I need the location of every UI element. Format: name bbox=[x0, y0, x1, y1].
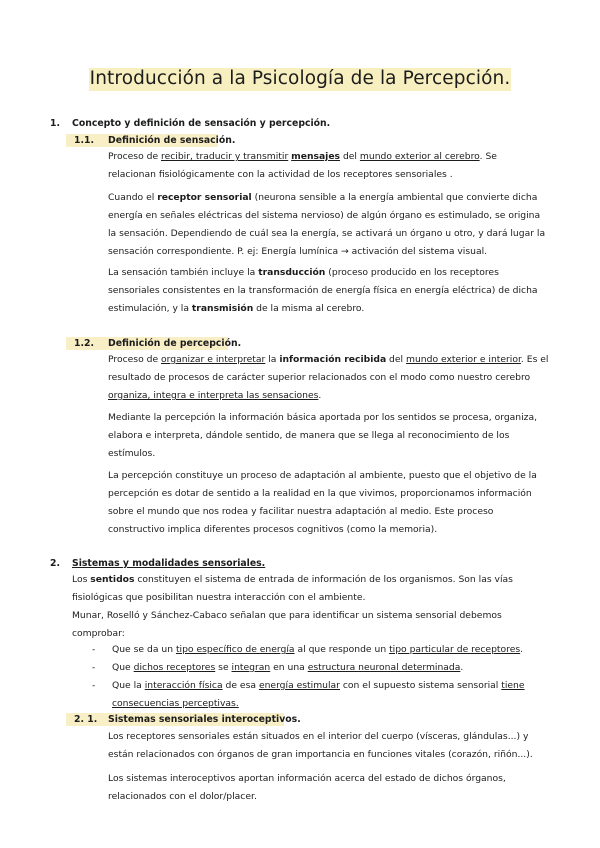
paragraph bbox=[108, 770, 506, 806]
text-span: al que responde un bbox=[294, 644, 390, 655]
text-span: información recibida bbox=[279, 354, 387, 365]
text-span: Que la bbox=[112, 680, 145, 691]
text-span: de la misma al cerebro. bbox=[253, 303, 365, 314]
paragraph bbox=[108, 264, 538, 318]
text-span: del bbox=[386, 354, 407, 365]
text-span: sobre el mundo que nos rodea y facilitar nuestra adaptación al medio. Este proceso bbox=[108, 506, 494, 517]
subsection-1-2-heading bbox=[66, 337, 242, 350]
list-item bbox=[92, 659, 463, 677]
subsection-2-1-heading bbox=[66, 713, 301, 726]
text-span: . bbox=[520, 644, 524, 655]
text-span: la sensación. Dependiendo de cuál sea la energía, se activará un órgano u otro, y dará lugar la bbox=[108, 228, 546, 239]
text-span: energía en señales eléctricas del sistema nervioso) de algún órgano es estimulado, se origina bbox=[108, 210, 541, 221]
text-span: organizar e interpretar bbox=[161, 354, 266, 365]
text-span: dichos receptores bbox=[133, 662, 216, 673]
text-span: energía estimular bbox=[258, 680, 340, 691]
text-span: fisiológicas que posibilitan nuestra interacción con el ambiente. bbox=[72, 592, 366, 603]
text-span: transducción bbox=[258, 267, 326, 278]
text-span: La percepción constituye un proceso de adaptación al ambiente, puesto que el objetivo de la bbox=[108, 470, 537, 481]
text-span: La sensación también incluye la bbox=[108, 267, 259, 278]
text-span: - bbox=[92, 680, 96, 691]
paragraph bbox=[108, 728, 533, 764]
text-span: Que se da un bbox=[112, 644, 176, 655]
text-span: Introducción a la Psicología de la Percepción. bbox=[89, 68, 511, 89]
text-span: . Es el bbox=[520, 354, 549, 365]
text-span: . Se bbox=[479, 151, 497, 162]
text-span: relacionan fisiológicamente con la actividad de los receptores sensoriales . bbox=[108, 169, 453, 180]
section-2-heading bbox=[50, 557, 265, 570]
text-span: mensajes bbox=[291, 151, 341, 162]
text-span: mundo exterior e interior bbox=[406, 354, 521, 365]
text-span: 1. bbox=[50, 118, 61, 129]
text-span: Los bbox=[72, 574, 91, 585]
paragraph bbox=[108, 409, 537, 463]
text-span: 2. bbox=[50, 558, 61, 569]
text-span: constructivo implica diferentes procesos cognitivos (como la memoria). bbox=[108, 524, 438, 535]
text-span: Los receptores sensoriales están situados en el interior del cuerpo (vísceras, glándulas...) y bbox=[108, 731, 529, 742]
text-span: en una bbox=[270, 662, 308, 673]
text-span: tipo específico de energía bbox=[175, 644, 295, 655]
text-span: resultado de procesos de carácter superior relacionados con el modo como nuestro cerebro bbox=[108, 372, 531, 383]
text-span: estructura neuronal determinada bbox=[307, 662, 461, 673]
text-span: estimulación, y la bbox=[108, 303, 192, 314]
text-span: estímulos. bbox=[108, 448, 156, 459]
paragraph bbox=[108, 351, 548, 405]
text-span: . bbox=[460, 662, 464, 673]
text-span: se bbox=[215, 662, 232, 673]
text-span: con el supuesto sistema sensorial bbox=[339, 680, 502, 691]
text-span: 1.2. bbox=[74, 338, 95, 349]
section-1-heading bbox=[50, 117, 330, 130]
document-title bbox=[0, 66, 600, 92]
text-span: 2. 1. bbox=[74, 714, 98, 725]
text-span: Que bbox=[112, 662, 134, 673]
text-span: Proceso de bbox=[108, 151, 162, 162]
text-span: Cuando el bbox=[108, 192, 158, 203]
text-span: están relacionados con órganos de gran importancia en funciones vitales (corazón, riñón...). bbox=[108, 749, 533, 760]
text-span: Sistemas sensoriales interoceptivos. bbox=[108, 714, 301, 725]
text-span: la bbox=[265, 354, 280, 365]
text-span: integran bbox=[231, 662, 271, 673]
text-span: del bbox=[340, 151, 360, 162]
text-span: Definición de sensación. bbox=[108, 135, 236, 146]
text-span: consecuencias perceptivas. bbox=[112, 698, 239, 709]
text-span: elabora e interpreta, dándole sentido, de manera que se llega al reconocimiento de los bbox=[108, 430, 510, 441]
text-span: Sistemas y modalidades sensoriales. bbox=[72, 558, 266, 569]
text-span: de esa bbox=[222, 680, 259, 691]
text-span: mundo exterior al cerebro bbox=[359, 151, 480, 162]
text-span: comprobar: bbox=[72, 628, 125, 639]
text-span: - bbox=[92, 662, 96, 673]
paragraph bbox=[72, 571, 513, 643]
text-span: sentidos bbox=[90, 574, 135, 585]
text-span: tipo particular de receptores bbox=[389, 644, 521, 655]
text-span: recibir, traducir y transmitir bbox=[161, 151, 289, 162]
text-span: 1.1. bbox=[74, 135, 95, 146]
subsection-1-1-heading bbox=[66, 134, 236, 147]
list-item bbox=[92, 641, 523, 659]
text-span: Mediante la percepción la información básica aportada por los sentidos se procesa, organiza, bbox=[108, 412, 538, 423]
text-span: organiza, integra e interpreta las sensaciones bbox=[108, 390, 319, 401]
text-span: (proceso producido en los receptores bbox=[325, 267, 499, 278]
text-span: Proceso de bbox=[108, 354, 162, 365]
text-span: tiene bbox=[501, 680, 525, 691]
text-span: percepción es dotar de sentido a la realidad en la que vivimos, proporcionamos información bbox=[108, 488, 532, 499]
text-span: Munar, Roselló y Sánchez-Cabaco señalan que para identificar un sistema sensorial debemos bbox=[72, 610, 502, 621]
text-span: Concepto y definición de sensación y percepción. bbox=[72, 118, 331, 129]
text-span: Definición de percepción. bbox=[108, 338, 242, 349]
text-span: relacionados con el dolor/placer. bbox=[108, 791, 257, 802]
text-span: receptor sensorial bbox=[157, 192, 252, 203]
paragraph bbox=[108, 189, 545, 261]
text-span: . bbox=[318, 390, 322, 401]
paragraph bbox=[108, 148, 497, 184]
text-span: interacción física bbox=[144, 680, 223, 691]
text-span: transmisión bbox=[191, 303, 254, 314]
text-span: constituyen el sistema de entrada de información de los organismos. Son las vías bbox=[134, 574, 513, 585]
list-item bbox=[92, 677, 525, 713]
paragraph bbox=[108, 467, 537, 539]
text-span: sensoriales consistentes en la transformación de energía física en energía eléctrica) de dicha bbox=[108, 285, 538, 296]
text-span: Los sistemas interoceptivos aportan información acerca del estado de dichos órganos, bbox=[108, 773, 506, 784]
text-span: sensación correspondiente. P. ej: Energía lumínica → activación del sistema visual. bbox=[108, 246, 488, 257]
text-span: - bbox=[92, 644, 96, 655]
text-span: (neurona sensible a la energía ambiental que convierte dicha bbox=[251, 192, 538, 203]
